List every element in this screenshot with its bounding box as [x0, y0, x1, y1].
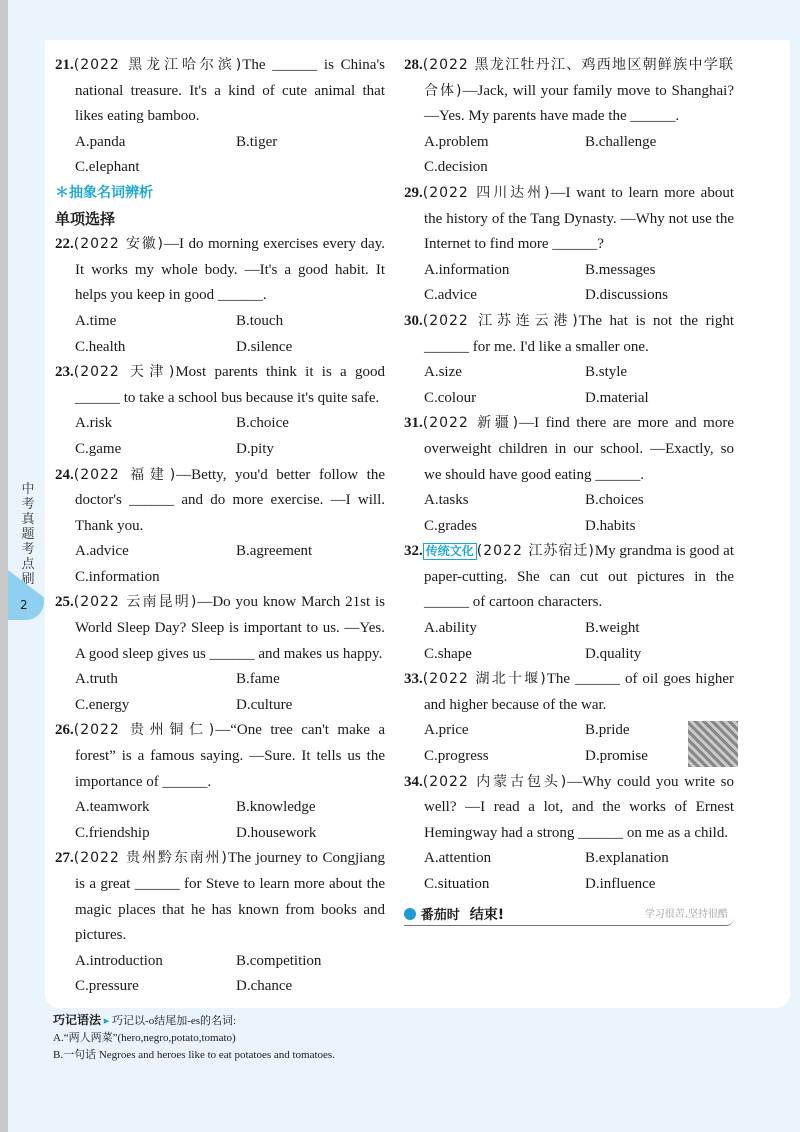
options — [55, 667, 385, 718]
question-number: 25. — [55, 594, 74, 611]
option[interactable]: D.habits — [585, 517, 636, 534]
option[interactable]: C.information — [75, 568, 160, 585]
end-bar-label: 番茄时 — [420, 907, 460, 923]
option[interactable]: B.style — [585, 364, 628, 381]
option[interactable]: D.quality — [585, 645, 642, 662]
option[interactable]: C.energy — [75, 696, 130, 713]
option[interactable]: B.explanation — [585, 850, 669, 867]
question — [55, 590, 385, 718]
question — [55, 53, 385, 181]
option[interactable]: C.advice — [424, 287, 477, 304]
page-number: 2 — [20, 598, 28, 612]
option[interactable]: A.teamwork — [75, 799, 150, 816]
question — [404, 181, 734, 309]
option[interactable]: B.touch — [236, 312, 284, 329]
page-card — [45, 40, 790, 1008]
options — [404, 846, 734, 897]
question-stem: The hat is not the right ______ for me. I'd like a smaller one. — [424, 312, 734, 355]
question-stem: —Jack, will your family move to Shanghai? —Yes. My parents have made the ______. — [424, 82, 734, 125]
question-number: 24. — [55, 466, 74, 483]
options — [55, 539, 385, 590]
option[interactable]: A.truth — [75, 671, 118, 688]
option[interactable]: A.information — [424, 261, 510, 278]
options — [55, 795, 385, 846]
option[interactable]: C.pressure — [75, 978, 139, 995]
question — [404, 53, 734, 181]
options — [404, 360, 734, 411]
question — [55, 360, 385, 462]
options — [404, 616, 734, 667]
option[interactable]: D.material — [585, 389, 649, 406]
left-column — [55, 53, 385, 1000]
question-source: (2022 福建) — [73, 466, 177, 483]
question-source: (2022 湖北十堰) — [422, 671, 547, 688]
option[interactable]: A.advice — [75, 543, 129, 560]
tomato-icon — [404, 908, 416, 920]
question-source: (2022 云南昆明) — [73, 594, 198, 611]
option[interactable]: C.colour — [424, 389, 477, 406]
option[interactable]: B.agreement — [236, 543, 313, 560]
option[interactable]: A.risk — [75, 415, 113, 432]
option[interactable]: B.fame — [236, 671, 280, 688]
options — [55, 130, 385, 181]
question-number: 26. — [55, 722, 74, 739]
tip-line-a: A.“两人两菜”(hero,negro,potato,tomato) — [53, 1031, 236, 1044]
question-number: 21. — [55, 57, 74, 73]
section-subtitle: 单项选择 — [55, 209, 116, 228]
option[interactable]: B.challenge — [585, 133, 657, 150]
question-stem: Most parents think it is a good ______ to take a school bus because it's quite safe. — [75, 364, 385, 406]
option[interactable]: B.weight — [585, 620, 640, 637]
option[interactable]: D.culture — [236, 696, 293, 713]
option[interactable]: C.shape — [424, 645, 472, 662]
options — [55, 949, 385, 1000]
options — [404, 130, 734, 181]
options — [55, 309, 385, 360]
question-stem: —“One tree can't make a forest” is a famous saying. —Sure. It tells us the importance of ______. — [75, 722, 385, 790]
option[interactable]: B.choices — [585, 492, 644, 509]
right-column — [404, 53, 734, 1000]
question — [55, 846, 385, 1000]
question-number: 31. — [404, 415, 423, 432]
question-number: 29. — [404, 184, 423, 201]
option[interactable]: A.problem — [424, 133, 489, 150]
options — [404, 718, 734, 769]
question-number: 30. — [404, 312, 423, 329]
option[interactable]: B.competition — [236, 952, 322, 969]
question-number: 32. — [404, 543, 423, 560]
option[interactable]: D.influence — [585, 876, 656, 892]
option[interactable]: C.progress — [424, 748, 489, 765]
question — [55, 463, 385, 591]
option[interactable]: A.price — [424, 722, 469, 739]
page — [45, 40, 790, 1074]
option[interactable]: C.grades — [424, 517, 477, 534]
question-stem: —I find there are more and more overweight children in our school. —Exactly, so we should have good eating ______. — [424, 415, 734, 483]
option[interactable]: B.messages — [585, 261, 656, 278]
option[interactable]: A.ability — [424, 620, 477, 637]
option[interactable]: D.promise — [585, 748, 648, 765]
question-number: 28. — [404, 57, 423, 73]
question-source: (2022 江苏宿迁) — [476, 543, 595, 560]
end-bar-done: 结束! — [469, 906, 505, 923]
option[interactable]: C.situation — [424, 876, 490, 892]
option[interactable]: D.discussions — [585, 287, 668, 304]
question-source: (2022 新疆) — [422, 415, 520, 432]
tip-intro: 巧记以-o结尾加-es的名词: — [112, 1014, 237, 1027]
question — [55, 232, 385, 360]
option[interactable]: D.silence — [236, 338, 293, 355]
question-stem: The ______ is China's national treasure. It's a kind of cute animal that likes eating bamboo. — [75, 57, 385, 125]
question — [404, 667, 734, 769]
option[interactable]: C.health — [75, 338, 126, 355]
question-stem: —I do morning exercises every day. It works my whole body. —It's a good habit. It helps you keep in good ______. — [75, 236, 385, 304]
question-source: (2022 四川达州) — [422, 184, 551, 201]
option[interactable]: C.elephant — [75, 159, 140, 176]
question-number: 33. — [404, 671, 423, 688]
option[interactable]: B.tiger — [236, 133, 278, 150]
option[interactable]: C.decision — [424, 159, 488, 176]
question-number: 23. — [55, 364, 74, 381]
option[interactable]: B.knowledge — [236, 799, 316, 816]
option[interactable]: A.attention — [424, 850, 492, 867]
question-source: (2022 黑龙江牡丹江、鸡西地区朝鲜族中学联合体) — [422, 57, 734, 99]
question-source: (2022 黑龙江哈尔滨) — [73, 57, 243, 73]
question-source: (2022 江苏连云港) — [422, 312, 579, 329]
option[interactable]: B.choice — [236, 415, 289, 432]
question-stem: My grandma is good at paper-cutting. She can cut out pictures in the ______ of cartoon characters. — [424, 543, 734, 611]
topic-badge: 传统文化 — [423, 543, 477, 560]
question-number: 22. — [55, 236, 74, 253]
question — [55, 718, 385, 846]
question — [404, 309, 734, 411]
end-bar — [404, 904, 734, 926]
qr-code[interactable] — [688, 721, 738, 767]
question-stem: —Betty, you'd better follow the doctor's ______ and do more exercise. —I will. Thank you. — [75, 466, 385, 534]
end-bar-motto: 学习很苦,坚持很酷 — [644, 908, 728, 920]
section-title: ＊抽象名词辨析 — [55, 184, 153, 201]
options — [404, 258, 734, 309]
option[interactable]: A.introduction — [75, 952, 163, 969]
options — [404, 488, 734, 539]
question-number: 34. — [404, 773, 423, 790]
option[interactable]: C.friendship — [75, 824, 150, 841]
columns — [55, 53, 780, 1000]
tip-line-b: B.一句话 Negroes and heroes like to eat potatoes and tomatoes. — [53, 1048, 335, 1061]
question — [404, 770, 734, 898]
question-number: 27. — [55, 850, 74, 867]
option[interactable]: B.pride — [585, 722, 630, 739]
grammar-tip — [45, 1012, 790, 1074]
section-header — [55, 181, 385, 232]
question-source: (2022 安徽) — [73, 236, 164, 253]
left-edge — [0, 0, 8, 1132]
option[interactable]: A.time — [75, 312, 117, 329]
question-stem: —Do you know March 21st is World Sleep Day? Sleep is important to us. —Yes. A good sleep gives us ______ and makes us happy. — [75, 594, 385, 662]
question-stem: —Why could you write so well? —I read a lot, and the works of Ernest Hemingway had a strong ______ on me as a child. — [424, 773, 734, 841]
question-source: (2022 贵州黔东南州) — [73, 850, 228, 867]
options — [55, 411, 385, 462]
option[interactable]: A.size — [424, 364, 462, 381]
question — [404, 411, 734, 539]
question-source: (2022 贵州铜仁) — [73, 722, 216, 739]
question — [404, 539, 734, 667]
option[interactable]: A.panda — [75, 133, 126, 150]
option[interactable]: A.tasks — [424, 492, 469, 509]
tip-title: 巧记语法 — [53, 1012, 102, 1027]
option[interactable]: D.housework — [236, 824, 317, 841]
question-source: (2022 内蒙古包头) — [422, 773, 568, 790]
side-label: 中考真题考点刷 — [21, 482, 35, 587]
option[interactable]: C.game — [75, 440, 122, 457]
question-stem: —I want to learn more about the history of the Tang Dynasty. —Why not use the Internet to find more ______? — [424, 184, 734, 253]
option[interactable]: D.chance — [236, 978, 293, 995]
arrow-icon: ▸ — [103, 1014, 110, 1027]
question-source: (2022 天津) — [73, 364, 176, 381]
question-stem: The ______ of oil goes higher and higher because of the war. — [424, 671, 734, 713]
option[interactable]: D.pity — [236, 440, 274, 457]
question-stem: The journey to Congjiang is a great ______ for Steve to learn more about the magic places that he has known from books and pictures. — [75, 850, 385, 944]
